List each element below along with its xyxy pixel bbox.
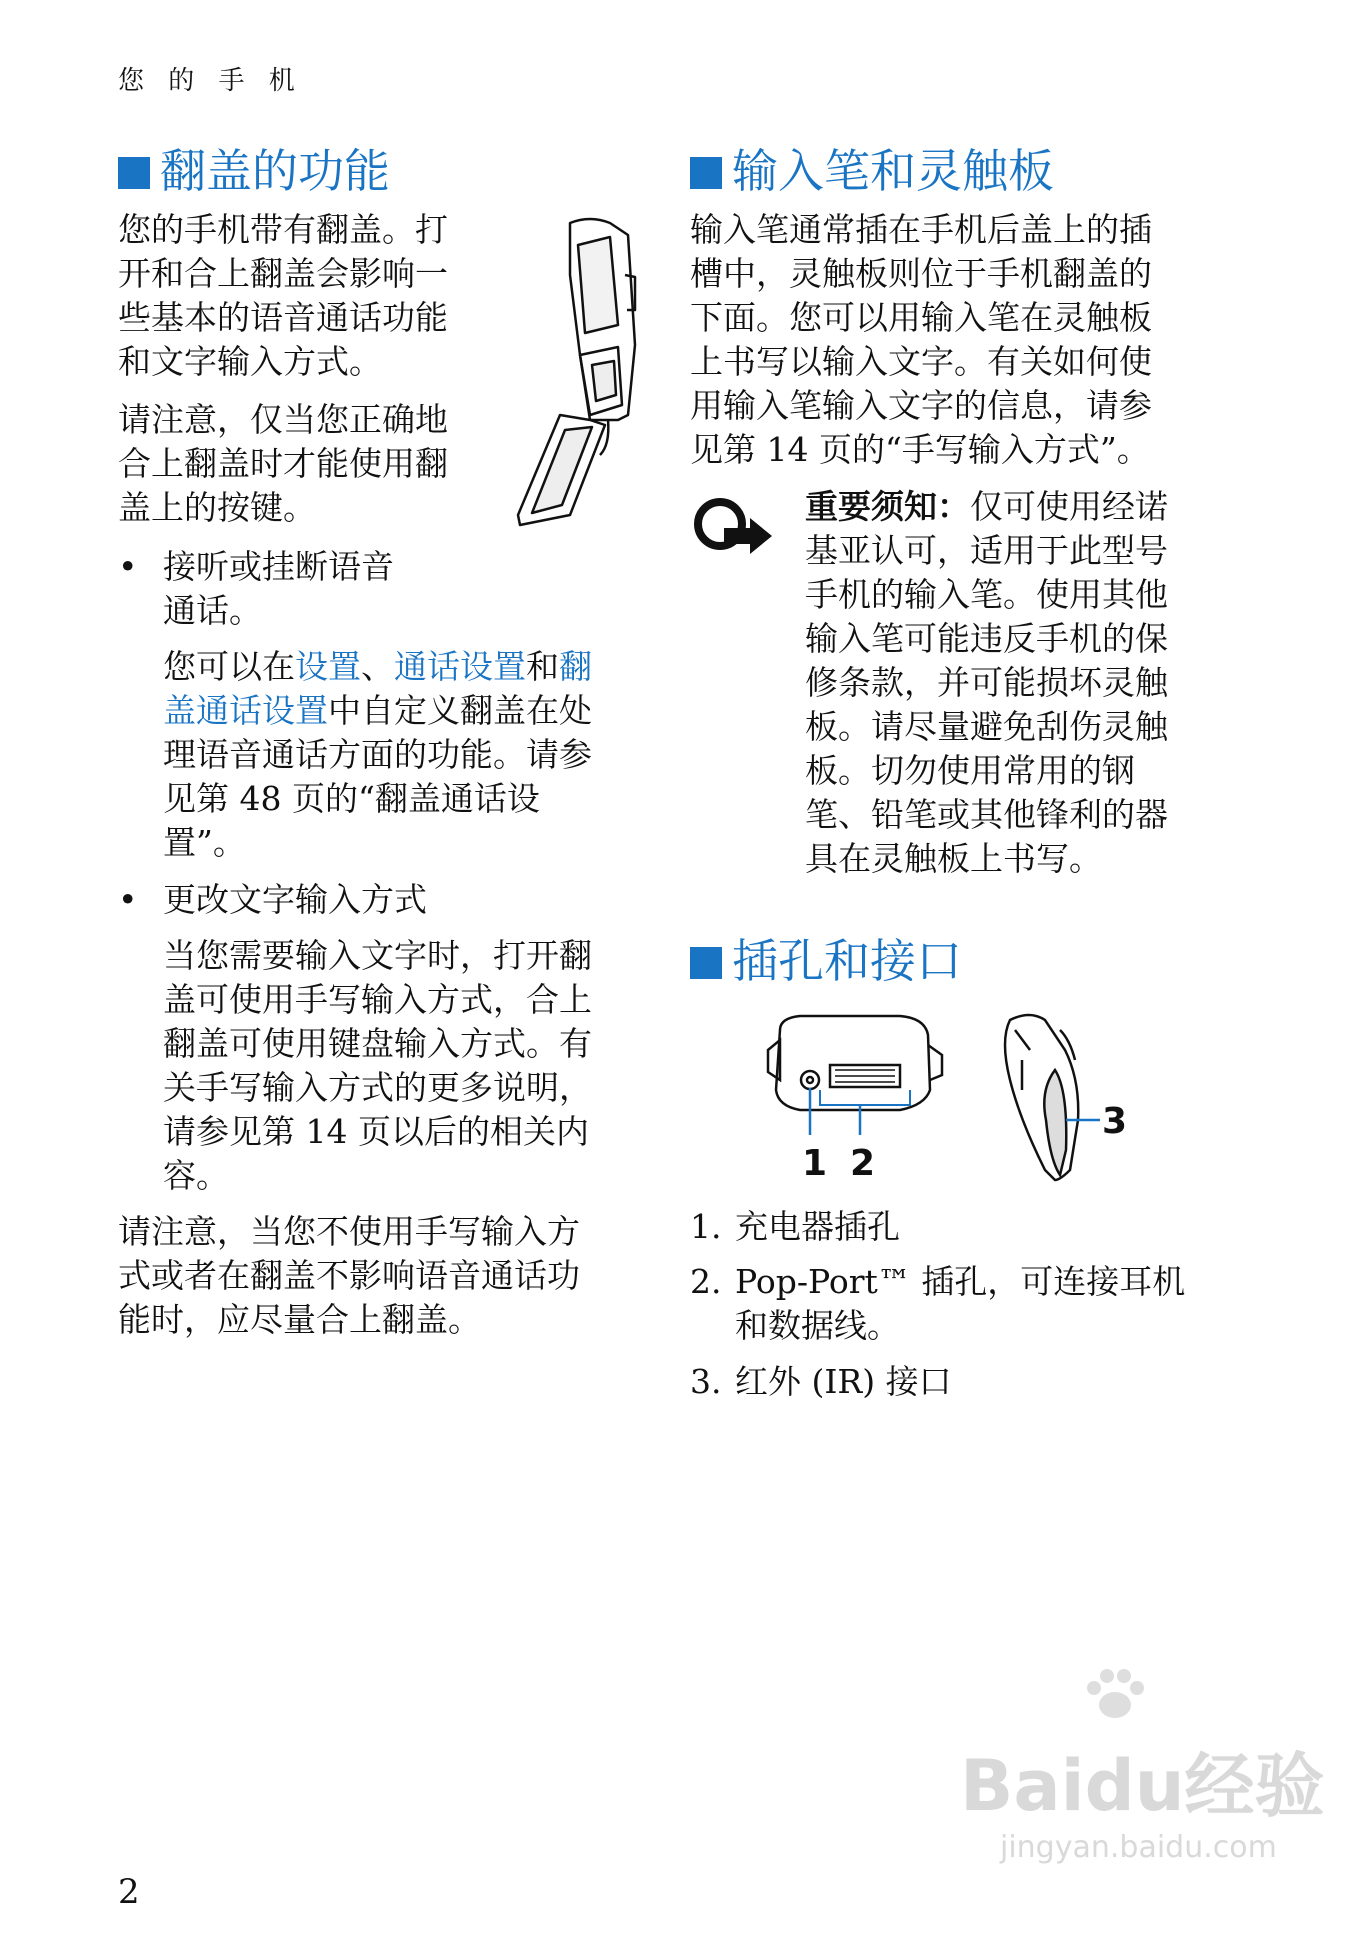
callout-2: 2: [850, 1143, 876, 1184]
link-flip-call-settings-b[interactable]: 盖通话设置: [163, 691, 328, 730]
page-number: 2: [118, 1872, 140, 1912]
note-paragraph: 请注意，仅当您正确地 合上翻盖时才能使用翻 盖上的按键。: [118, 400, 448, 527]
link-call-settings[interactable]: 通话设置: [394, 647, 526, 686]
closing-paragraph: 请注意，当您不使用手写输入方 式或者在翻盖不影响语音通话功 能时，应尽量合上翻盖。: [118, 1212, 580, 1339]
callout-3: 3: [1102, 1101, 1128, 1142]
paw-icon: [1080, 1660, 1150, 1730]
notice-label: 重要须知：: [805, 487, 970, 526]
link-settings[interactable]: 设置: [295, 647, 361, 686]
flip-phone-illustration: [510, 215, 645, 535]
port-item-2: 2. Pop-Port™ 插孔，可连接耳机 和数据线。: [690, 1262, 1186, 1345]
square-bullet-icon: [690, 947, 722, 979]
bullet-change-input: • 更改文字输入方式: [163, 878, 643, 922]
bullet-dot: •: [118, 547, 138, 586]
watermark-logo: Baidu经验: [960, 1745, 1325, 1827]
section-title-flip: 翻盖的功能: [118, 135, 390, 201]
port-item-1: 1. 充电器插孔: [690, 1207, 900, 1246]
callout-1: 1: [802, 1143, 828, 1184]
ports-illustration: [760, 1010, 1150, 1190]
watermark-url: jingyan.baidu.com: [1000, 1830, 1277, 1865]
port-item-3: 3. 红外 (IR) 接口: [690, 1362, 952, 1401]
section-title-stylus: 输入笔和灵触板: [690, 135, 1054, 201]
stylus-paragraph: 输入笔通常插在手机后盖上的插 槽中，灵触板则位于手机翻盖的 下面。您可以用输入笔在灵触板 上书写以输入文字。有关如何使 用输入笔输入文字的信息，请参 见第 14 页的“手写输入方式”。: [690, 210, 1152, 469]
bullet-answer-call: • 接听或挂断语音 通话。: [118, 547, 394, 630]
intro-paragraph: 您的手机带有翻盖。打 开和合上翻盖会影响一 些基本的语音通话功能 和文字输入方式。: [118, 210, 448, 381]
link-flip-call-settings-a[interactable]: 翻: [559, 647, 592, 686]
section-title-ports: 插孔和接口: [690, 925, 962, 991]
square-bullet-icon: [690, 157, 722, 189]
bullet-dot: •: [118, 880, 138, 919]
important-notice-icon: [690, 492, 780, 562]
bullet2-detail: 当您需要输入文字时，打开翻 盖可使用手写输入方式，合上 翻盖可使用键盘输入方式。有 关手写输入方式的更多说明， 请参见第 14 页以后的相关内 容。: [163, 936, 592, 1195]
square-bullet-icon: [118, 157, 150, 189]
important-notice: 重要须知：仅可使用经诺 基亚认可，适用于此型号 手机的输入笔。使用其他 输入笔可能违反手机的保 修条款，并可能损坏灵触 板。请尽量避免刮伤灵触 板。切勿使用常用的钢 笔、铅笔或其他锋利的器 具在灵触板上书写。: [805, 487, 1168, 878]
bullet1-detail: 您可以在设置、通话设置和翻 盖通话设置中自定义翻盖在处 理语音通话方面的功能。请参 见第 48 页的“翻盖通话设 置”。: [163, 647, 592, 862]
running-header: 您 的 手 机: [118, 66, 303, 96]
